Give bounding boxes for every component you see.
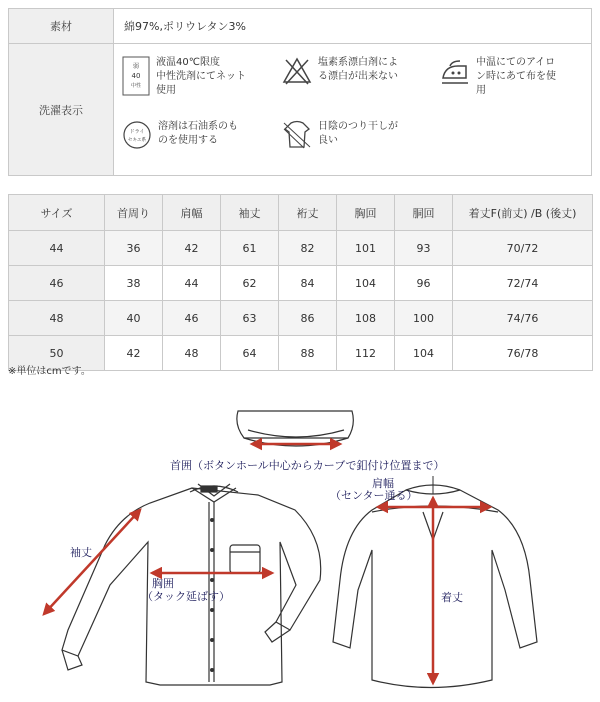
- care-item-shade-dry: [282, 120, 398, 150]
- dryclean-badge-line-2: セキユ系: [128, 138, 146, 143]
- header-chest: 胸回: [337, 195, 395, 231]
- cell-waist: 96: [395, 266, 453, 301]
- size-table: [8, 194, 593, 371]
- cell-waist: 100: [395, 301, 453, 336]
- cell-neck: 38: [105, 266, 163, 301]
- shade-hang-dry-icon: [282, 120, 312, 150]
- dry-clean-icon: [122, 120, 152, 150]
- table-row: [9, 336, 593, 371]
- material-label: 素材: [9, 9, 114, 44]
- wash-badge-line-2: 40: [131, 72, 141, 80]
- cell-shoulder: 42: [163, 231, 221, 266]
- no-bleach-icon: [282, 56, 312, 86]
- cell-neck: 42: [105, 336, 163, 371]
- care-text-bleach: 塩素系漂白剤によ る漂白が出来ない: [318, 57, 398, 82]
- material-care-table: [8, 8, 592, 176]
- shoulder-sub-label: （センター通る）: [330, 489, 418, 502]
- cell-yuki: 88: [279, 336, 337, 371]
- header-size: サイズ: [9, 195, 105, 231]
- cell-chest: 108: [337, 301, 395, 336]
- table-row: [9, 266, 593, 301]
- cell-sleeve: 61: [221, 231, 279, 266]
- cell-shoulder: 46: [163, 301, 221, 336]
- shoulder-label: 肩幅: [372, 477, 394, 490]
- sleeve-arrow: [44, 510, 140, 614]
- cell-sleeve: 64: [221, 336, 279, 371]
- material-value: 綿97%,ポリウレタン3%: [114, 9, 592, 44]
- sleeve-label: 袖丈: [70, 546, 92, 559]
- cell-length: 76/78: [453, 336, 593, 371]
- table-row: [9, 301, 593, 336]
- collar-drawing: [237, 411, 353, 446]
- header-waist: 胴回: [395, 195, 453, 231]
- care-item-iron: [440, 56, 556, 98]
- care-item-bleach: [282, 56, 398, 86]
- wash-badge-line-3: 中性: [130, 83, 142, 89]
- header-yuki: 裄丈: [279, 195, 337, 231]
- shirt-back-drawing: [333, 485, 537, 688]
- cell-size: 46: [9, 266, 105, 301]
- header-neck: 首周り: [105, 195, 163, 231]
- cell-neck: 36: [105, 231, 163, 266]
- cell-yuki: 84: [279, 266, 337, 301]
- iron-medium-icon: [440, 56, 470, 86]
- chest-label: 胸囲: [152, 577, 174, 590]
- cell-length: 70/72: [453, 231, 593, 266]
- cell-chest: 104: [337, 266, 395, 301]
- cell-waist: 104: [395, 336, 453, 371]
- size-table-header: [9, 195, 593, 231]
- care-item-wash: [122, 56, 246, 98]
- care-grid: [114, 44, 591, 175]
- cell-size: 50: [9, 336, 105, 371]
- cell-shoulder: 44: [163, 266, 221, 301]
- care-text-wash: 液温40℃限度 中性洗剤にてネット 使用: [156, 57, 246, 96]
- care-label: 洗濯表示: [9, 44, 114, 176]
- cell-size: 48: [9, 301, 105, 336]
- shirt-diagram-svg: [0, 380, 600, 699]
- dryclean-badge-line-1: ドライ: [129, 129, 145, 135]
- cell-waist: 93: [395, 231, 453, 266]
- cell-neck: 40: [105, 301, 163, 336]
- shirt-front-drawing: [62, 484, 321, 685]
- washtub-40-icon: [122, 56, 150, 96]
- care-text-shade-dry: 日陰のつり干しが 良い: [318, 121, 398, 146]
- cell-yuki: 82: [279, 231, 337, 266]
- cell-length: 72/74: [453, 266, 593, 301]
- cell-sleeve: 63: [221, 301, 279, 336]
- header-sleeve: 袖丈: [221, 195, 279, 231]
- cell-sleeve: 62: [221, 266, 279, 301]
- cell-yuki: 86: [279, 301, 337, 336]
- care-text-dryclean: 溶剤は石油系のも のを使用する: [158, 121, 238, 146]
- header-shoulder: 肩幅: [163, 195, 221, 231]
- chest-sub-label: （タック延ばす）: [142, 590, 230, 603]
- header-length: 着丈F(前丈) /B (後丈): [453, 195, 593, 231]
- table-row: [9, 231, 593, 266]
- measurement-diagram: [0, 380, 600, 699]
- cell-size: 44: [9, 231, 105, 266]
- cell-length: 74/76: [453, 301, 593, 336]
- length-label: 着丈: [441, 591, 463, 604]
- collar-label: 首囲（ボタンホール中心からカーブで釦付け位置まで）: [170, 459, 445, 472]
- wash-badge-line-1: 弱: [132, 63, 140, 70]
- care-text-iron: 中温にてのアイロ ン時にあて布を使 用: [476, 57, 556, 96]
- cell-chest: 112: [337, 336, 395, 371]
- cell-chest: 101: [337, 231, 395, 266]
- unit-note: ※単位はcmです。: [8, 366, 91, 377]
- cell-shoulder: 48: [163, 336, 221, 371]
- care-item-dryclean: [122, 120, 238, 150]
